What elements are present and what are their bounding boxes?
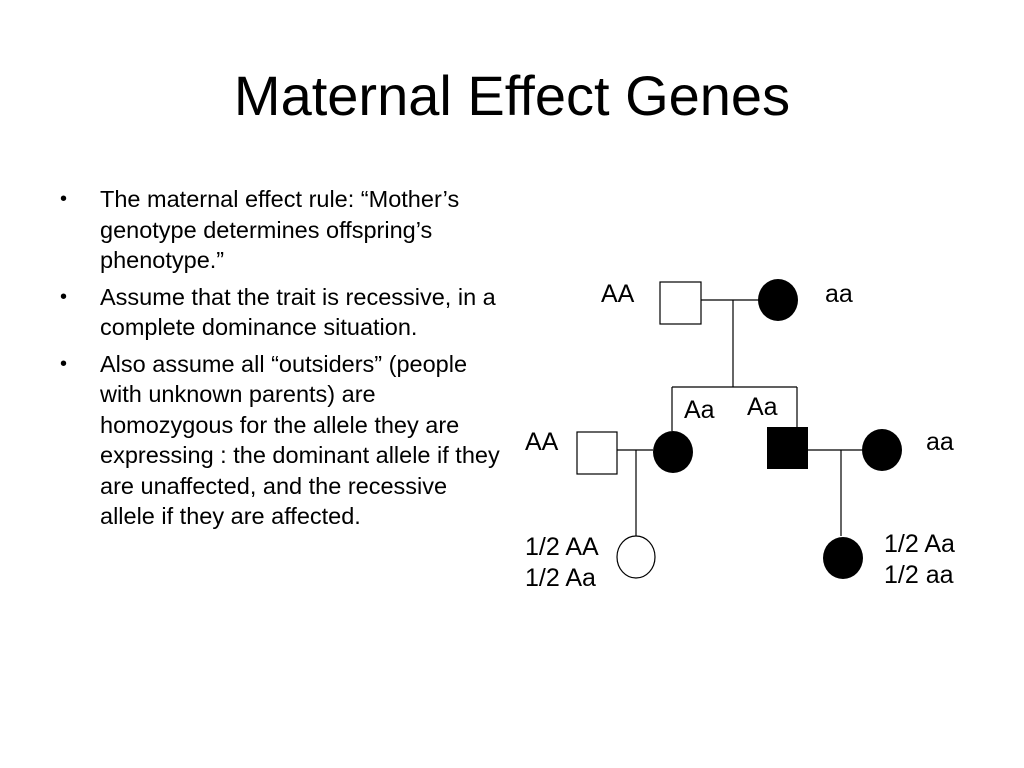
genotype-label: 1/2 aa [884, 561, 954, 589]
bullet-text: The maternal effect rule: “Mother’s genotype determines offspring’s phenotype.” [100, 186, 460, 273]
genotype-label: aa [926, 428, 954, 456]
unaffected-male-symbol [660, 282, 701, 324]
genotype-label: 1/2 AA [525, 533, 599, 561]
bullet-text: Also assume all “outsiders” (people with unknown parents) are homozygous for the allele they are expressing : the dominant allele if they are unaffected, and the recessive allele if they are affected. [100, 350, 500, 529]
genotype-label: Aa [747, 393, 778, 421]
affected-female-symbol [862, 429, 902, 471]
genotype-label: aa [825, 280, 853, 308]
genotype-label: 1/2 Aa [884, 530, 955, 558]
unaffected-female-symbol [617, 536, 655, 578]
genotype-label: AA [601, 280, 635, 308]
affected-female-symbol [758, 279, 798, 321]
affected-female-symbol [653, 431, 693, 473]
genotype-label: AA [525, 428, 559, 456]
affected-male-symbol [767, 427, 808, 469]
bullet-icon: • [60, 188, 68, 210]
slide-title: Maternal Effect Genes [233, 64, 791, 127]
bullet-icon: • [60, 285, 68, 308]
pedigree-lines [617, 300, 862, 536]
genotype-label: 1/2 Aa [525, 564, 596, 592]
unaffected-male-symbol [577, 432, 617, 474]
bullet-text: Assume that the trait is recessive, in a complete dominance situation. [100, 283, 496, 340]
bullet-icon: • [60, 352, 68, 375]
affected-female-symbol [823, 537, 863, 579]
genotype-label: Aa [684, 396, 715, 424]
